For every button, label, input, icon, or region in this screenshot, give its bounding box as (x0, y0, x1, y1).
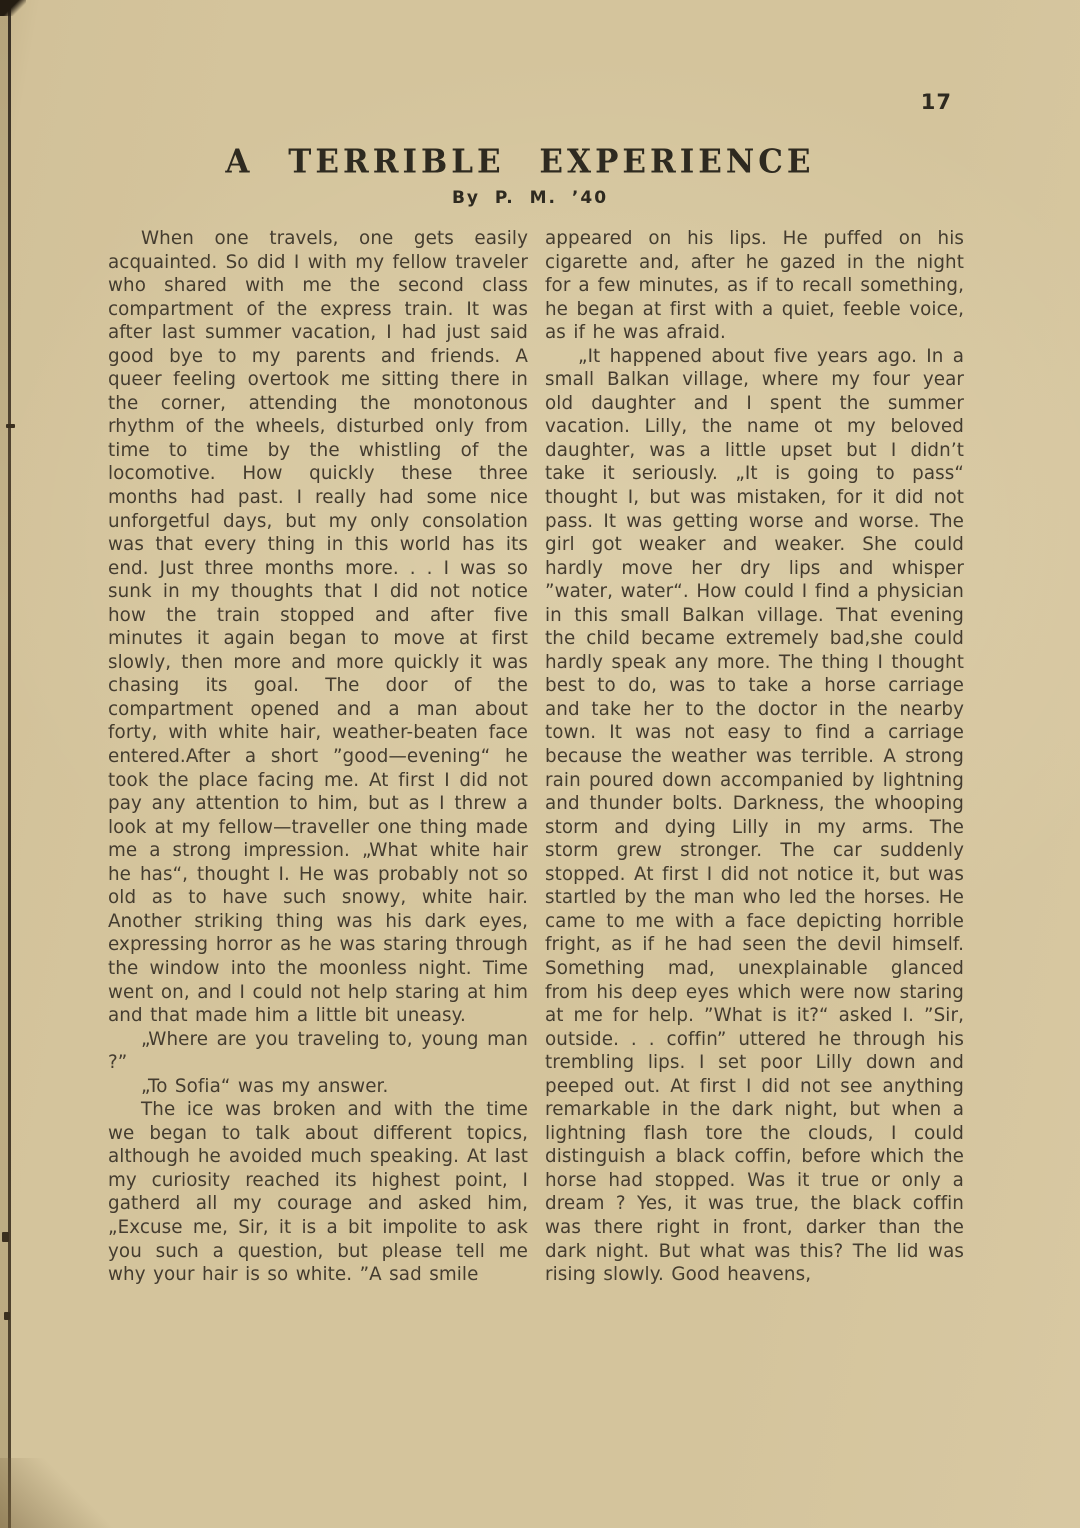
page-edge-strip (0, 0, 8, 1528)
right-column (545, 227, 964, 1287)
scan-artifact-speck (4, 1312, 10, 1320)
paragraph-opening: When one travels, one gets easily acquainted. So did I with my fellow traveler who shared with me the second class compartment of the express train. It was after last summer vacation, I had just said good bye to my parents and friends. A queer feeling overtook me sitting there in the corner, attending the monotonous rhythm of the wheels, disturbed only from time to time by the whistling of the locomotive. How quickly these three months had past. I really had some nice unforgetful days, but my only consolation was that every thing in this world has its end. Just three months more. . . I was so sunk in my thoughts that I did not notice how the train stopped and after five minutes it again began to move at first slowly, then more and more quickly it was chasing its goal. The door of the compartment opened and a man about forty, with white hair, weather-beaten face entered.After a short ”good—evening“ he took the place facing me. At first I did not pay any attention to him, but as I threw a look at my fellow—traveller one thing made me a strong impression. „What white hair he has“, thought I. He was probably not so old as to have such snowy, white hair. Another striking thing was his dark eyes, expressing horror as he was staring through the window into the moonless night. Time went on, and I could not help staring at him and that made him a little bit uneasy. (108, 228, 528, 1027)
scan-artifact-speck (2, 1232, 9, 1242)
paragraph-strangers-tale: „It happened about five years ago. In a small Balkan village, where my four year old daughter and I spent the summer vacation. Lilly, the name ot my beloved daughter, was a little upset but I didn’t take it seriously. „It is going to pass“ thought I, but was mistaken, for it did not pass. It was getting worse and worse. The girl got weaker and weaker. She could hardly move her dry lips and whisper ”water, water“. How could I find a physician in this small Balkan village. That evening the child became extremely bad,she could hardly speak any more. The thing I thought best to do, was to take a horse carriage and take her to the doctor in the nearby town. It was not easy to find a carriage because the weather was terrible. A strong rain poured down accompanied by lightning and thunder bolts. Darkness, the whooping storm and dying Lilly in my arms. The storm grew stronger. The car suddenly stopped. At first I did not notice it, but was startled by the man who led the horses. He came to me with a face depicting horrible fright, as if he had seen the devil himself. Something mad, unexplainable glanced from his deep eyes which were now staring at me for help. ”What is it?“ asked I. ”Sir, outside. . . coffin” uttered he through his trembling lips. I set poor Lilly down and peeped out. At first I did not see anything remarkable in the dark night, but when a lightning flash tore the clouds, I could distinguish a black coffin, before which the horse had stopped. Was it true or only a dream ? Yes, it was true, the black coffin was there right in front, darker than the dark night. But what was this? The lid was rising slowly. Good heavens, (545, 345, 964, 1286)
paragraph-dialog-answer: „To Sofia“ was my answer. (141, 1075, 389, 1097)
article-body (108, 227, 964, 1287)
article-byline: By P. M. ’40 (451, 188, 609, 208)
left-column (108, 227, 528, 1287)
paragraph-ice-broken: The ice was broken and with the time we began to talk about different topics, although he avoided much speaking. At last my curiosity reached its highest point, I gatherd all my courage and asked him, „Excuse me, Sir, it is a bit impolite to ask you such a question, but please tell me why your hair is so white. ”A sad smile (108, 1099, 528, 1286)
binding-crease-line (8, 0, 11, 1528)
paragraph-dialog-question: „Where are you traveling to, young man ?” (108, 1028, 528, 1074)
page-number: 17 (920, 90, 952, 114)
scan-artifact-top-left-corner (0, 0, 26, 16)
paragraph-continuation: appeared on his lips. He puffed on his cigarette and, after he gazed in the night for a few minutes, as if to recall something, he began at first with a quiet, feeble voice, as if he was afraid. (545, 228, 964, 344)
page-curl-shadow (0, 1458, 120, 1528)
scan-artifact-speck (6, 424, 15, 428)
article-title: A TERRIBLE EXPERIENCE (225, 143, 815, 181)
